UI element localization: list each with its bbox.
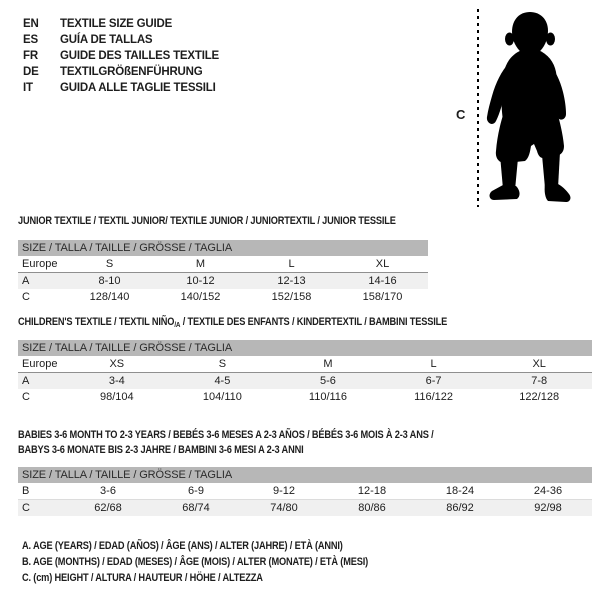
value-cell: 5-6 xyxy=(320,375,336,387)
value-cell: 3-4 xyxy=(108,375,125,387)
value-cell: 6-7 xyxy=(425,375,442,387)
note-c: C. (cm) HEIGHT / ALTURA / HAUTEUR / HÖHE / ALTEZZA xyxy=(22,572,263,584)
value-cell: 62/68 xyxy=(94,502,122,514)
value-cell: 9-12 xyxy=(240,483,328,500)
size-cell: M xyxy=(275,356,381,373)
value-cell: 68/74 xyxy=(182,502,210,514)
size-cell: XL xyxy=(486,356,592,373)
value-cell: 7-8 xyxy=(531,375,548,387)
note-b: B. AGE (MONTHS) / EDAD (MESES) / ÂGE (MOIS) / ALTER (MONATE) / ETÀ (MESI) xyxy=(22,556,369,568)
lang-row-es xyxy=(23,32,219,48)
lang-title: TEXTILGRÖßENFÜHRUNG xyxy=(60,66,203,78)
size-cell: M xyxy=(155,256,246,273)
babies-table-title xyxy=(18,428,433,458)
lang-code: EN xyxy=(23,18,39,30)
value-cell: 24-36 xyxy=(504,483,592,500)
table-row xyxy=(18,289,428,305)
height-measure-label: C xyxy=(456,107,466,122)
table-row xyxy=(18,389,592,405)
title-text: CHILDREN'S TEXTILE / TEXTIL NIÑO xyxy=(18,316,175,328)
value-cell: 92/98 xyxy=(534,502,562,514)
size-cell: XL xyxy=(337,256,428,273)
lang-title: GUIDE DES TAILLES TEXTILE xyxy=(60,50,219,62)
lang-row-de xyxy=(23,64,219,80)
value-cell: 152/158 xyxy=(271,291,312,303)
value-cell: 12-13 xyxy=(277,275,306,287)
size-cell: L xyxy=(246,256,337,273)
babies-size-table xyxy=(18,467,592,516)
value-cell: 104/110 xyxy=(202,391,242,403)
junior-size-table xyxy=(18,240,428,305)
children-table-title xyxy=(18,315,447,332)
value-cell: 98/104 xyxy=(99,391,134,403)
lang-code: FR xyxy=(23,50,38,62)
children-size-table xyxy=(18,340,592,405)
row-label: Europe xyxy=(18,356,64,373)
value-cell: 86/92 xyxy=(446,502,474,514)
table-row xyxy=(18,373,592,390)
row-label: A xyxy=(22,275,30,287)
value-cell: 110/116 xyxy=(308,391,348,403)
row-label: A xyxy=(22,375,30,387)
value-cell: 14-16 xyxy=(368,275,397,287)
title-subscript: /A xyxy=(174,320,181,329)
value-cell: 12-18 xyxy=(328,483,416,500)
note-a: A. AGE (YEARS) / EDAD (AÑOS) / ÂGE (ANS) / ALTER (JAHRE) / ETÀ (ANNI) xyxy=(22,540,343,552)
title-text: / TEXTILE DES ENFANTS / KINDERTEXTIL / BAMBINI TESSILE xyxy=(180,316,448,328)
value-cell: 158/170 xyxy=(362,291,403,303)
title-line-1: BABIES 3-6 MONTH TO 2-3 YEARS / BEBÉS 3-6 MESES A 2-3 AÑOS / BÉBÉS 3-6 MOIS À 2-3 ANS / xyxy=(18,429,434,441)
value-cell: 3-6 xyxy=(64,483,152,500)
title-line-2: BABYS 3-6 MONATE BIS 2-3 JAHRE / BAMBINI 3-6 MESI A 2-3 ANNI xyxy=(18,444,304,456)
lang-row-en xyxy=(23,16,219,32)
value-cell: 6-9 xyxy=(152,483,240,500)
table-row xyxy=(18,356,592,373)
size-header-bar: SIZE / TALLA / TAILLE / GRÖSSE / TAGLIA xyxy=(18,340,592,356)
value-cell: 80/86 xyxy=(358,502,386,514)
language-title-list xyxy=(23,16,219,96)
table-row xyxy=(18,483,592,500)
lang-code: DE xyxy=(23,66,39,78)
row-label: C xyxy=(22,391,30,403)
lang-code: ES xyxy=(23,34,38,46)
row-label: C xyxy=(22,291,30,303)
lang-row-fr xyxy=(23,48,219,64)
legend-notes xyxy=(22,538,368,586)
row-label: C xyxy=(22,502,30,514)
size-cell: XS xyxy=(64,356,170,373)
value-cell: 128/140 xyxy=(89,291,130,303)
value-cell: 122/128 xyxy=(519,391,560,403)
row-label: B xyxy=(18,483,64,500)
size-header-bar: SIZE / TALLA / TAILLE / GRÖSSE / TAGLIA xyxy=(18,240,428,256)
value-cell: 74/80 xyxy=(270,502,298,514)
value-cell: 10-12 xyxy=(186,275,215,287)
toddler-silhouette-icon xyxy=(484,8,582,208)
lang-title: GUIDA ALLE TAGLIE TESSILI xyxy=(60,82,216,94)
junior-table-title: JUNIOR TEXTILE / TEXTIL JUNIOR/ TEXTILE JUNIOR / JUNIORTEXTIL / JUNIOR TESSILE xyxy=(18,215,396,227)
row-label: Europe xyxy=(18,256,64,273)
size-cell: S xyxy=(170,356,276,373)
value-cell: 18-24 xyxy=(416,483,504,500)
table-row xyxy=(18,256,428,273)
height-measure-dashed-line xyxy=(477,9,479,207)
value-cell: 140/152 xyxy=(180,291,221,303)
value-cell: 8-10 xyxy=(98,275,121,287)
table-row xyxy=(18,500,592,517)
value-cell: 4-5 xyxy=(214,375,231,387)
size-header-bar: SIZE / TALLA / TAILLE / GRÖSSE / TAGLIA xyxy=(18,467,592,483)
size-cell: L xyxy=(381,356,487,373)
lang-title: TEXTILE SIZE GUIDE xyxy=(60,18,173,30)
lang-row-it xyxy=(23,80,219,96)
lang-title: GUÍA DE TALLAS xyxy=(60,34,153,46)
value-cell: 116/122 xyxy=(414,391,454,403)
size-cell: S xyxy=(64,256,155,273)
lang-code: IT xyxy=(23,82,33,94)
table-row xyxy=(18,273,428,290)
